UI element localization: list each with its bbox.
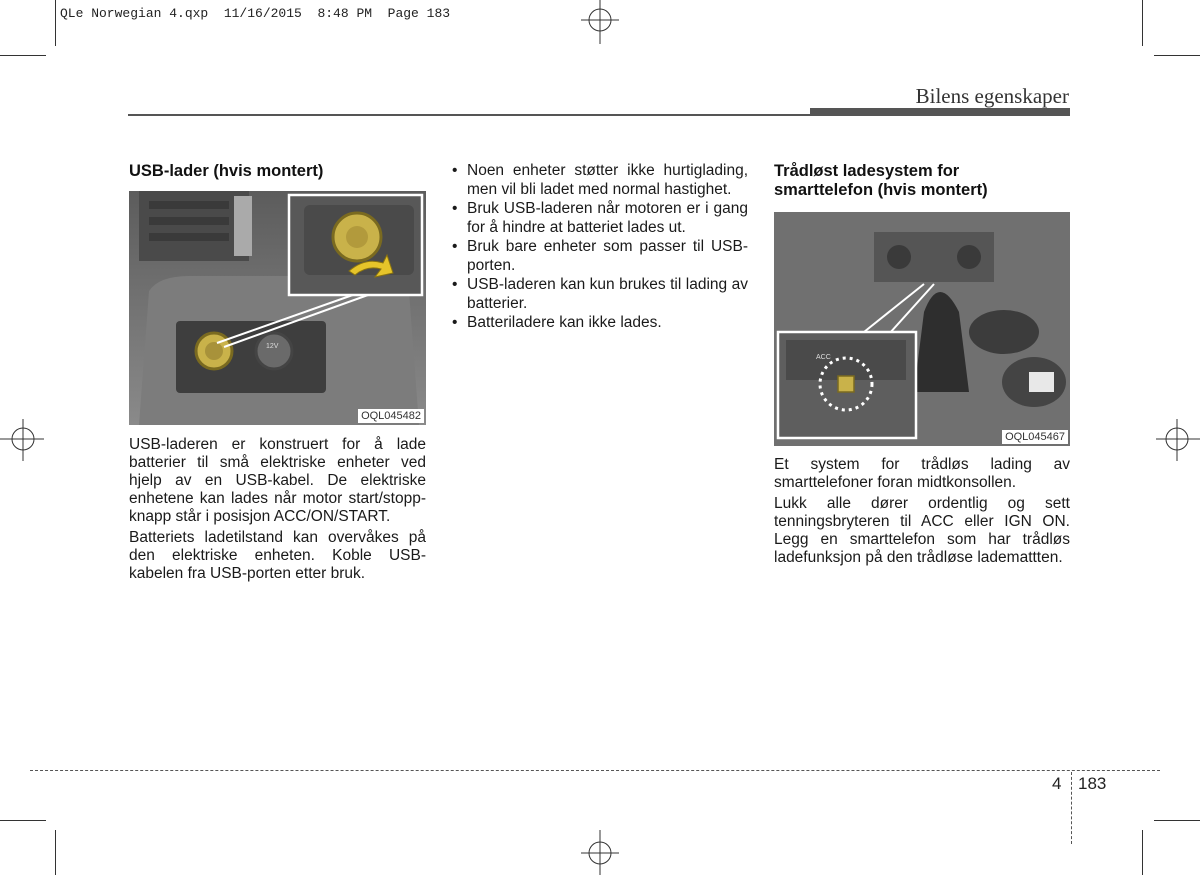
title-rule-bar <box>810 108 1070 116</box>
bullet-text: Bruk USB-laderen når motoren er i gang for å hindre at batteriet lades ut. <box>467 200 748 236</box>
usb-charger-figure <box>129 191 426 425</box>
figure-code: OQL045482 <box>358 409 424 423</box>
crop-mark <box>55 0 56 46</box>
bullet-text: USB-laderen kan kun brukes til lading av batterier. <box>467 276 748 312</box>
list-item: • Bruk USB-laderen når motoren er i gang for å hindre at batteriet lades ut. <box>452 200 748 236</box>
footer-divider <box>1071 772 1072 844</box>
wireless-charging-heading <box>774 162 1070 200</box>
column-wireless-charging <box>774 162 1070 200</box>
list-item: • Noen enheter støtter ikke hurtiglading, men vil bli ladet med normal hastighet. <box>452 162 748 198</box>
list-item: • Batteriladere kan ikke lades. <box>452 314 662 331</box>
heading-line: smarttelefon (hvis montert) <box>774 181 988 199</box>
bullet-text: Noen enheter støtter ikke hurtiglading, men vil bli ladet med normal hastighet. <box>467 162 748 198</box>
usb-charger-heading: USB-lader (hvis montert) <box>129 162 324 180</box>
registration-mark-top <box>575 0 625 44</box>
paragraph: Lukk alle dører ordentlig og sett tenningsbryteren til ACC eller IGN ON. Legg en smarttelefon som har trådløs ladefunksjon på den trådløse lademattten. <box>774 495 1070 566</box>
footer-rule <box>30 770 1160 771</box>
registration-mark-bottom <box>575 830 625 875</box>
figure-code: OQL045467 <box>1002 430 1068 444</box>
registration-mark-right <box>1156 415 1200 465</box>
column-usb-notes <box>452 162 748 334</box>
paragraph: Et system for trådløs lading av smarttelefoner foran midtkonsollen. <box>774 456 1070 491</box>
crop-mark <box>1154 55 1200 56</box>
chapter-number: 4 <box>1052 774 1062 793</box>
acc-label: ACC <box>816 354 831 361</box>
list-item: • USB-laderen kan kun brukes til lading av batterier. <box>452 276 748 312</box>
title-rule <box>128 114 810 116</box>
usb-charger-illustration <box>129 191 426 425</box>
bullet-text: Bruk bare enheter som passer til USB-porten. <box>467 238 748 274</box>
crop-mark <box>1142 830 1143 875</box>
registration-mark-left <box>0 415 44 465</box>
crop-mark <box>0 820 46 821</box>
crop-mark <box>1154 820 1200 821</box>
wireless-charging-figure <box>774 212 1070 446</box>
column-usb-charger <box>129 162 426 181</box>
list-item: • Bruk bare enheter som passer til USB-porten. <box>452 238 748 274</box>
heading-line: Trådløst ladesystem for <box>774 162 960 180</box>
page-number: 183 <box>1078 774 1107 793</box>
wireless-charging-text <box>774 456 1070 570</box>
paragraph: Batteriets ladetilstand kan overvåkes på den elektriske enheten. Koble USB-kabelen fra USB-porten etter bruk. <box>129 529 426 582</box>
crop-mark <box>55 830 56 875</box>
crop-mark <box>1142 0 1143 46</box>
wireless-charging-illustration <box>774 212 1070 446</box>
socket-label: 12V <box>266 343 279 350</box>
paragraph: USB-laderen er konstruert for å lade batterier til små elektriske enheter ved hjelp av en USB-kabel. De elektriske enhetene kan lades når motor start/stopp-knapp står i posisjon ACC/ON/START. <box>129 436 426 525</box>
usb-charger-text <box>129 436 426 586</box>
section-title: Bilens egenskaper <box>915 84 1069 108</box>
bullet-list <box>452 162 748 333</box>
bullet-text: Batteriladere kan ikke lades. <box>467 314 662 331</box>
print-header: QLe Norwegian 4.qxp 11/16/2015 8:48 PM Page 183 <box>60 6 451 21</box>
crop-mark <box>0 55 46 56</box>
